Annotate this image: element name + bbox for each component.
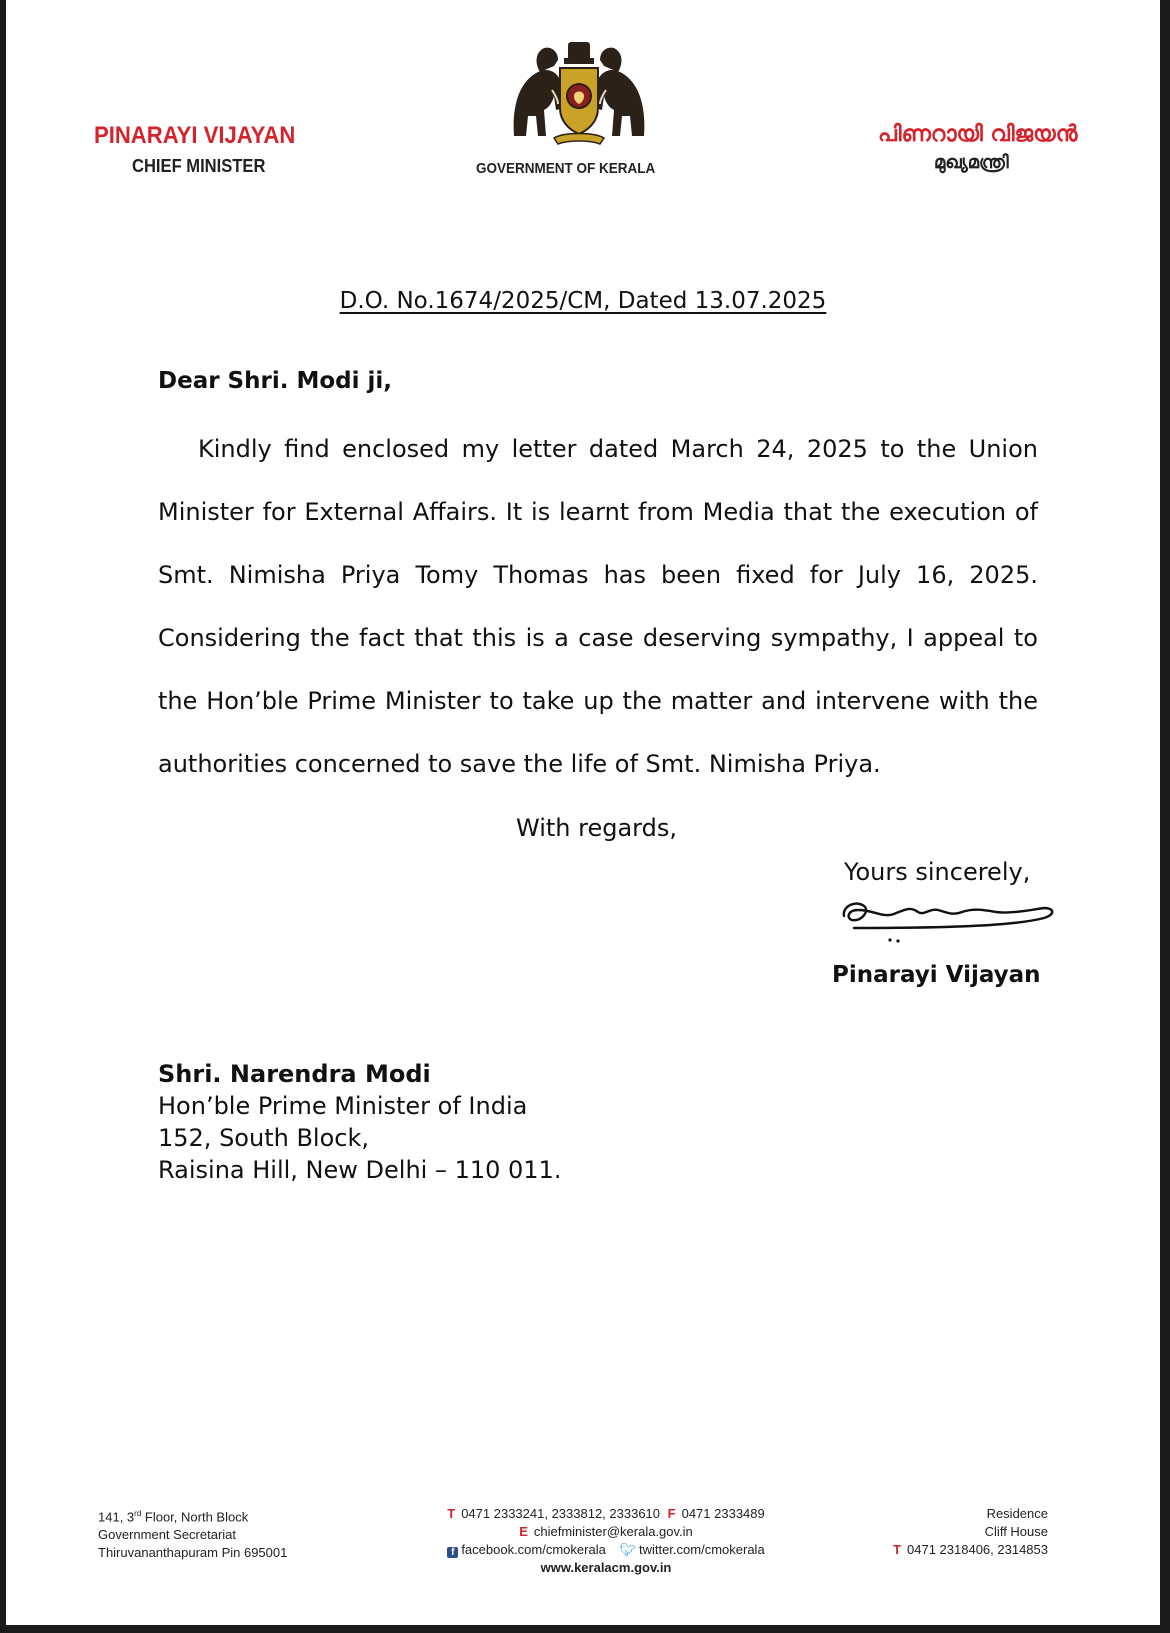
website-link[interactable]: www.keralacm.gov.in xyxy=(540,1560,672,1575)
regards-line: With regards, xyxy=(516,814,677,842)
addressee-block xyxy=(158,1058,561,1186)
office-address xyxy=(98,1505,287,1562)
letter-page xyxy=(6,0,1160,1625)
office-address-line: Government Secretariat xyxy=(98,1527,237,1543)
email-line xyxy=(406,1523,806,1541)
contact-info xyxy=(406,1505,806,1577)
twitter-link[interactable]: twitter.com/cmokerala xyxy=(638,1542,765,1557)
sender-name: PINARAYI VIJAYAN xyxy=(94,122,296,149)
residence-phone: 0471 2318406, 2314853 xyxy=(907,1542,1048,1557)
email-label: E xyxy=(519,1524,528,1539)
sender-title: CHIEF MINISTER xyxy=(132,156,266,176)
residence-info xyxy=(893,1505,1048,1559)
phone-line xyxy=(406,1505,806,1523)
email-link[interactable]: chiefminister@kerala.gov.in xyxy=(533,1524,693,1539)
reference-line xyxy=(6,288,1160,314)
signature xyxy=(834,888,1060,944)
phone-label: T xyxy=(447,1506,456,1521)
facebook-link[interactable]: facebook.com/cmokerala xyxy=(461,1542,606,1557)
addressee-line: Hon’ble Prime Minister of India xyxy=(158,1092,528,1120)
residence-phone-line xyxy=(893,1541,1048,1559)
residence-name: Cliff House xyxy=(984,1524,1048,1539)
sender-title-malayalam: മുഖ്യമന്ത്രി xyxy=(934,152,1009,173)
signer-name: Pinarayi Vijayan xyxy=(832,962,1041,988)
phone-numbers: 0471 2333241, 2333812, 2333610 xyxy=(461,1506,661,1521)
office-address-line: Thiruvananthapuram Pin 695001 xyxy=(98,1545,288,1561)
reference-number: D.O. No.1674/2025/CM, Dated 13.07.2025 xyxy=(339,288,827,314)
fax-label: F xyxy=(667,1506,676,1521)
letter-body: Kindly find enclosed my letter dated March 24, 2025 to the Union Minister for External Affairs. It is learnt from Media that the execution of Smt. Nimisha Priya Tomy Thomas has been fixed for July 16, 2025. Considering the fact that this is a case deserving sympathy, I appeal to the Hon’ble Prime Minister to take up the matter and intervene with the authorities concerned to save the life of Smt. Nimisha Priya. xyxy=(158,435,1038,778)
twitter-icon: 🐦︎ xyxy=(619,1542,636,1557)
facebook-icon: f xyxy=(447,1547,458,1558)
residence-label: Residence xyxy=(986,1506,1048,1521)
residence-phone-label: T xyxy=(893,1542,902,1557)
addressee-line: Raisina Hill, New Delhi – 110 011. xyxy=(158,1156,562,1184)
salutation: Dear Shri. Modi ji, xyxy=(158,368,393,394)
office-address-line: 141, 3rd Floor, North Block xyxy=(98,1509,249,1525)
closing-line: Yours sincerely, xyxy=(844,858,1031,886)
addressee-line: 152, South Block, xyxy=(158,1124,369,1152)
government-name: GOVERNMENT OF KERALA xyxy=(476,160,656,177)
social-line xyxy=(406,1541,806,1559)
kerala-emblem-icon xyxy=(504,38,654,150)
sender-name-malayalam: പിണറായി വിജയൻ xyxy=(878,122,1078,147)
addressee-name: Shri. Narendra Modi xyxy=(158,1060,431,1088)
fax-number: 0471 2333489 xyxy=(681,1506,765,1521)
